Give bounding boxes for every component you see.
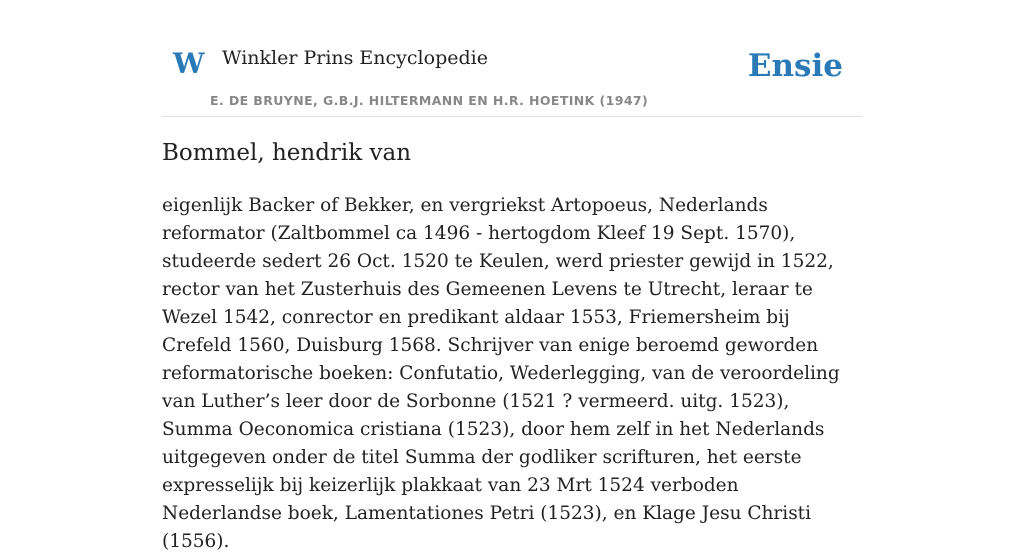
authors-credit: E. DE BRUYNE, G.B.J. HILTERMANN EN H.R. HOETINK (1947) bbox=[210, 93, 649, 108]
ensie-brand-logo[interactable]: Ensie bbox=[747, 48, 843, 84]
winkler-prins-logo-icon[interactable]: W bbox=[173, 47, 205, 80]
site-header bbox=[162, 0, 862, 117]
site-title[interactable]: Winkler Prins Encyclopedie bbox=[222, 47, 488, 69]
page-container bbox=[162, 0, 862, 552]
entry-body: eigenlijk Backer of Bekker, en vergriekst Artopoeus, Nederlands reformator (Zaltbommel ca 1496 - hertogdom Kleef 19 Sept. 1570), studeerde sedert 26 Oct. 1520 te Keulen, werd priester gewijd in 1522, rector van het Zusterhuis des Gemeenen Levens te Utrecht, leraar te Wezel 1542, conrector en predikant aldaar 1553, Friemersheim bij Crefeld 1560, Duisburg 1568. Schrijver van enige beroemd geworden reformatorische boeken: Confutatio, Wederlegging, van de veroordeling van Luther’s leer door de Sorbonne (1521 ? vermeerd. uitg. 1523), Summa Oeconomica cristiana (1523), door hem zelf in het Nederlands uitgegeven onder de titel Summa der godliker scrifturen, het eerste expresselijk bij keizerlijk plakkaat van 23 Mrt 1524 verboden Nederlandse boek, Lamentationes Petri (1523), en Klage Jesu Christi (1556). bbox=[162, 195, 840, 552]
entry-title: Bommel, hendrik van bbox=[162, 140, 412, 166]
